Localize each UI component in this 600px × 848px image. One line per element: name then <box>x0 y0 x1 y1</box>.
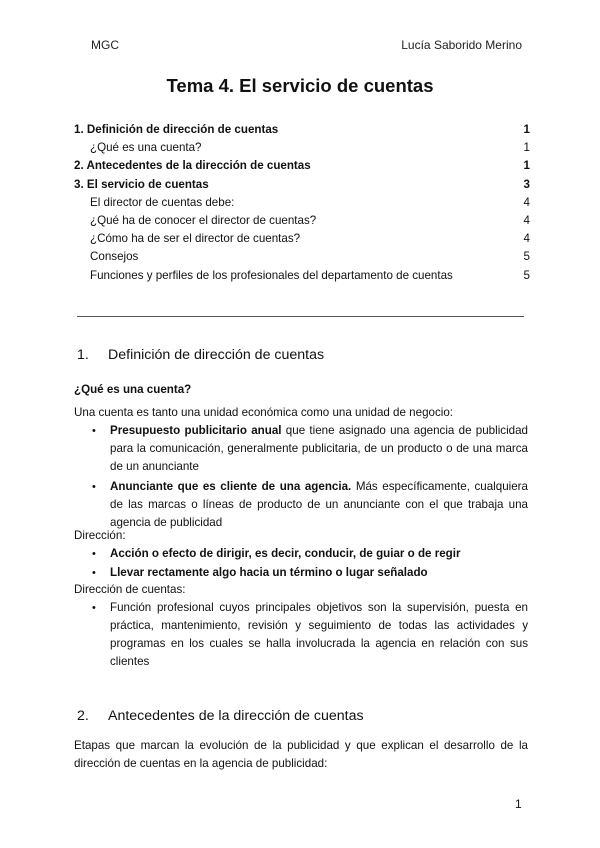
paragraph-direccion: Dirección: <box>74 529 126 542</box>
bullet-list-direccion-cuentas <box>92 599 528 671</box>
toc-item-page: 4 <box>523 195 530 209</box>
bold-term: Presupuesto publicitario anual <box>110 424 282 437</box>
list-item <box>92 478 528 529</box>
toc-item[interactable] <box>74 212 530 230</box>
bullet-list-cuenta <box>92 422 529 529</box>
toc-item[interactable] <box>74 230 530 248</box>
toc-item-page: 3 <box>523 177 530 191</box>
toc-item[interactable] <box>74 248 530 266</box>
item-text: Llevar rectamente algo hacia un término o lugar señalado <box>110 566 428 579</box>
toc-item-label: Funciones y perfiles de los profesionales del departamento de cuentas <box>90 268 453 282</box>
section-number: 2. <box>77 708 89 724</box>
header-course: MGC <box>91 38 119 52</box>
item-text: Más específicamente, cualquiera de las marcas o líneas de producto de un anunciante con el que trabaja una agencia de publicidad <box>110 480 528 529</box>
header-author: Lucía Saborido Merino <box>401 38 522 52</box>
list-item <box>92 422 528 476</box>
paragraph-etapas: Etapas que marcan la evolución de la publicidad y que explican el desarrollo de la dirección de cuentas en la agencia de publicidad: <box>74 739 528 770</box>
document-title: Tema 4. El servicio de cuentas <box>166 75 434 96</box>
toc-item-label: 3. El servicio de cuentas <box>74 177 209 191</box>
bold-term: Anunciante que es cliente de una agencia. <box>110 480 352 493</box>
toc-item[interactable] <box>74 194 530 212</box>
toc-item-label: ¿Qué es una cuenta? <box>90 141 202 155</box>
list-item <box>92 599 528 671</box>
section-title: Definición de dirección de cuentas <box>108 347 325 363</box>
toc-item-page: 1 <box>523 141 530 155</box>
table-of-contents <box>74 121 530 285</box>
toc-item-page: 4 <box>523 213 530 227</box>
paragraph-intro: Una cuenta es tanto una unidad económica como una unidad de negocio: <box>74 406 454 419</box>
list-item <box>92 545 528 564</box>
toc-item-page: 5 <box>523 250 530 264</box>
section-title: Antecedentes de la dirección de cuentas <box>108 708 364 724</box>
toc-item[interactable] <box>74 267 530 285</box>
toc-item-page: 1 <box>523 123 530 136</box>
bullet-list-direccion <box>92 545 528 582</box>
toc-item-label: El director de cuentas debe: <box>90 195 235 209</box>
subsection-heading: ¿Qué es una cuenta? <box>74 383 192 396</box>
toc-item-page: 4 <box>523 232 530 246</box>
item-text: Función profesional cuyos principales objetivos son la supervisión, puesta en práctica, mantenimiento, revisión y seguimiento de todas las actividades y programas en los cuales se halla involucrada la agencia en relación con sus clientes <box>110 601 528 668</box>
toc-item-page: 5 <box>523 268 530 282</box>
toc-item-label: 1. Definición de dirección de cuentas <box>74 123 279 136</box>
toc-item[interactable] <box>74 157 530 175</box>
section-heading-1 <box>77 346 324 364</box>
item-text: Acción o efecto de dirigir, es decir, conducir, de guiar o de regir <box>110 547 461 560</box>
toc-item-label: Consejos <box>90 250 139 264</box>
toc-item-label: 2. Antecedentes de la dirección de cuentas <box>74 159 311 173</box>
toc-item[interactable] <box>74 121 530 139</box>
toc-item-page: 1 <box>523 159 530 173</box>
toc-item[interactable] <box>74 139 530 157</box>
section-number: 1. <box>77 347 89 363</box>
toc-item-label: ¿Qué ha de conocer el director de cuentas? <box>90 213 317 227</box>
page-number: 1 <box>515 797 522 811</box>
toc-item[interactable] <box>74 176 530 194</box>
paragraph-direccion-cuentas: Dirección de cuentas: <box>74 583 186 596</box>
item-text: que tiene asignado una agencia de publicidad para la comunicación, generalmente publicitaria, de un producto o de una marca de un anunciante <box>110 424 529 473</box>
list-item <box>92 564 528 582</box>
toc-item-label: ¿Cómo ha de ser el director de cuentas? <box>90 232 301 246</box>
section-heading-2 <box>77 707 364 725</box>
horizontal-divider <box>77 316 524 317</box>
